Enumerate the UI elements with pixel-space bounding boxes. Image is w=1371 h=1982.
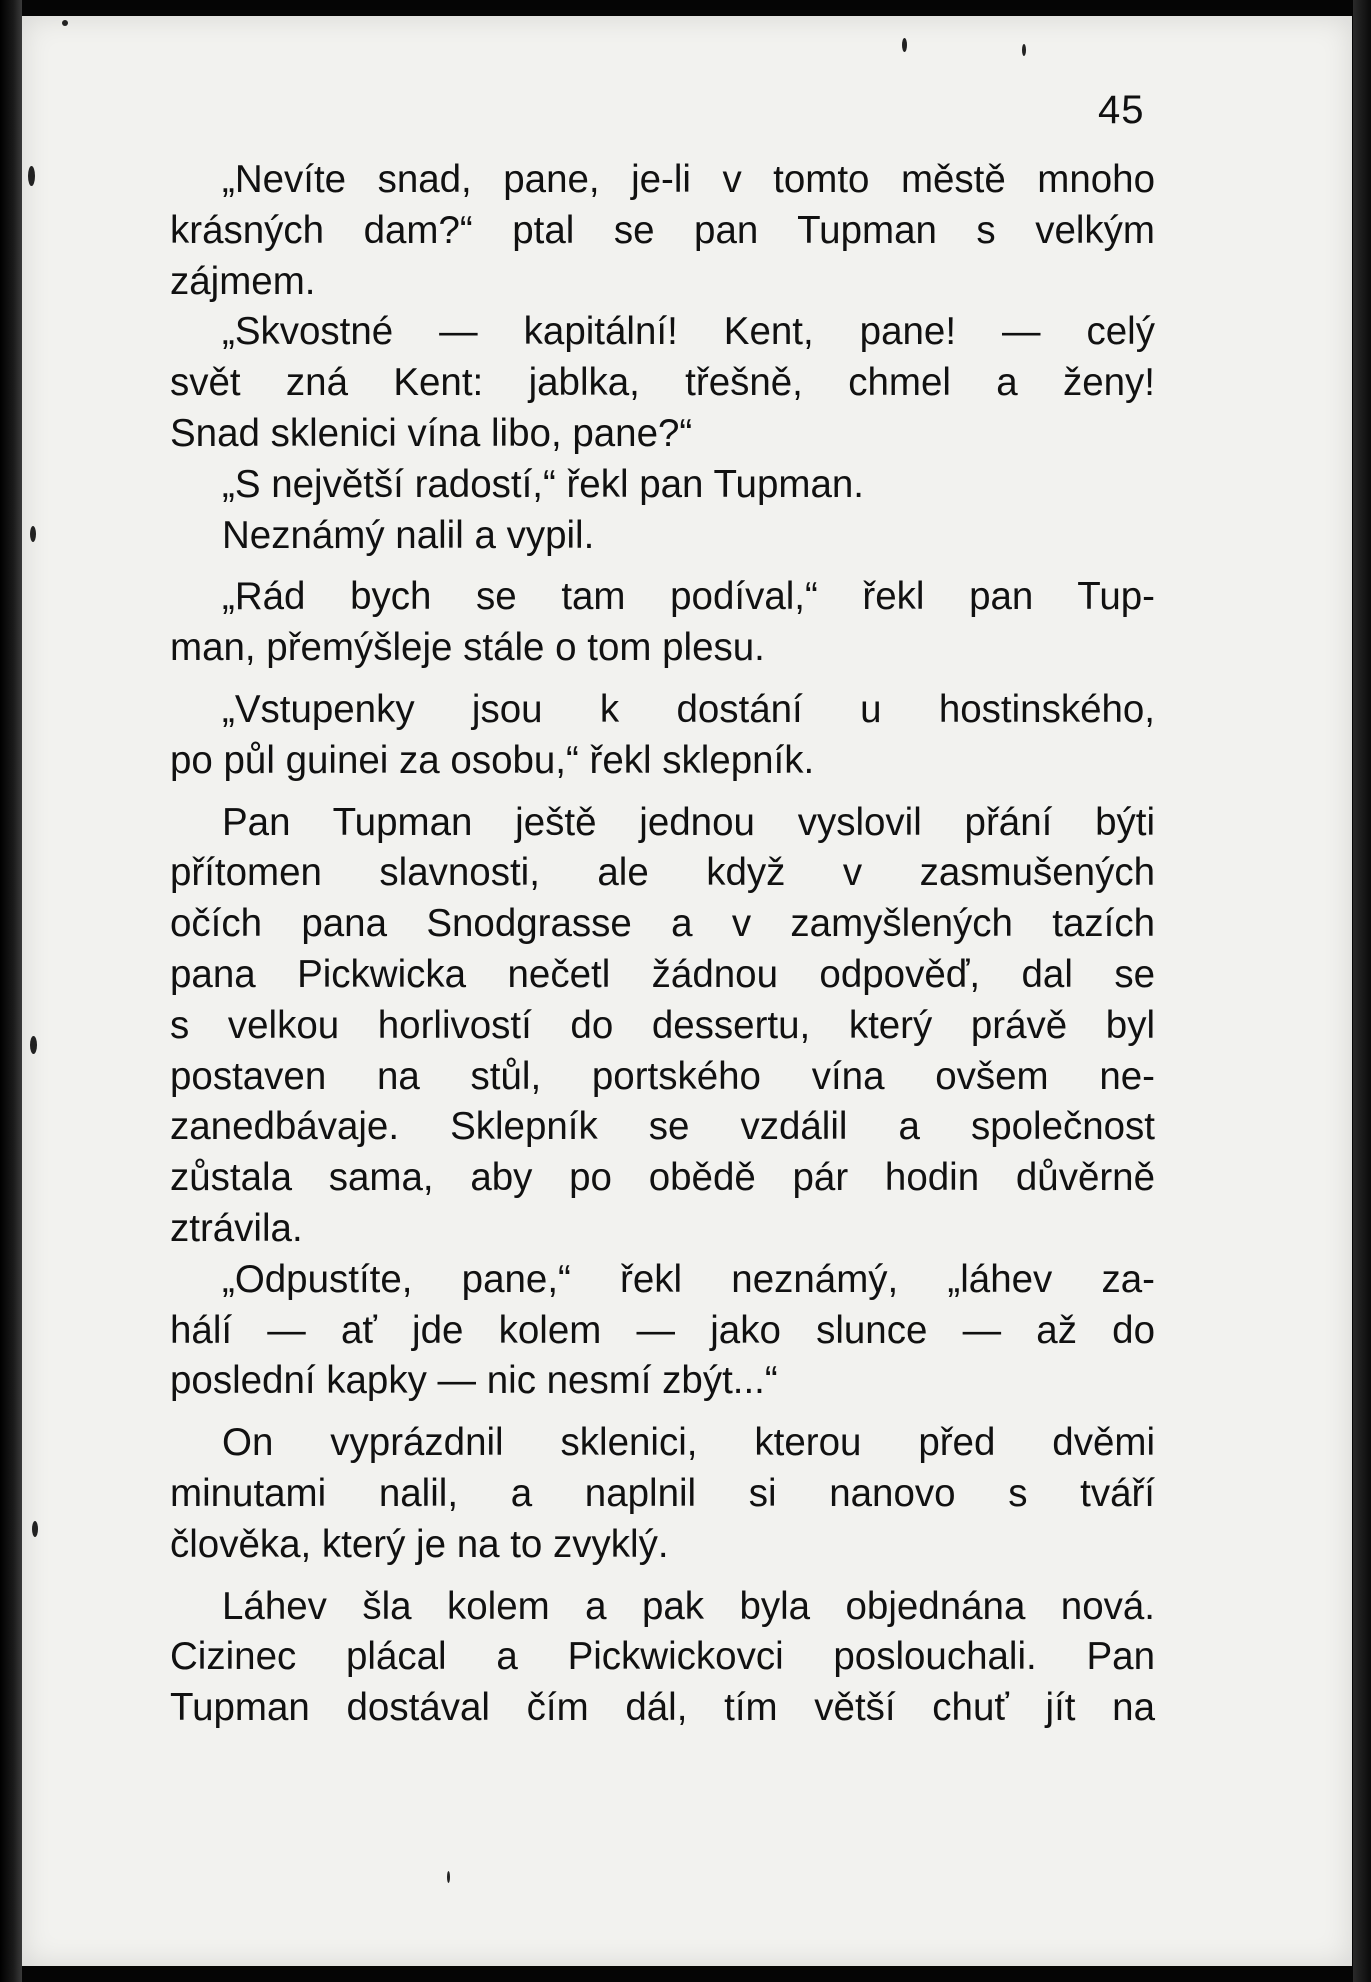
text-line: man, přemýšleje stále o tom plesu. <box>170 626 765 670</box>
text-line: přítomen slavnosti, ale když v zasmušených <box>170 851 1155 895</box>
text-line: očích pana Snodgrasse a v zamyšlených tazích <box>170 902 1155 946</box>
text-line: s velkou horlivostí do dessertu, který právě byl <box>170 1003 1155 1047</box>
text-line: zůstala sama, aby po obědě pár hodin důvěrně <box>170 1156 1155 1200</box>
text-line: svět zná Kent: jablka, třešně, chmel a ženy! <box>170 361 1155 405</box>
text-line: ztrávila. <box>170 1206 303 1250</box>
paragraph <box>170 1582 1155 1734</box>
paragraph <box>170 511 1155 562</box>
scan-speck <box>62 20 68 26</box>
text-line: „Skvostné — kapitální! Kent, pane! — celý <box>222 310 1155 354</box>
scan-speck <box>902 38 907 52</box>
page-number: 45 <box>1098 88 1145 132</box>
paragraph <box>170 572 1155 674</box>
text-line: krásných dam?“ ptal se pan Tupman s velkým <box>170 208 1155 252</box>
text-line: Neznámý nalil a vypil. <box>222 513 595 557</box>
text-line: Tupman dostával čím dál, tím větší chuť jít na <box>170 1686 1155 1730</box>
text-line: Cizinec plácal a Pickwickovci poslouchali. Pan <box>170 1635 1155 1679</box>
paragraph <box>170 307 1155 459</box>
text-line: zájmem. <box>170 259 316 303</box>
text-line: člověka, který je na to zvyklý. <box>170 1522 669 1566</box>
scan-left-edge <box>0 0 22 1982</box>
paragraph <box>170 460 1155 511</box>
text-line: hálí — ať jde kolem — jako slunce — až do <box>170 1308 1155 1352</box>
text-line: Láhev šla kolem a pak byla objednána nová. <box>222 1584 1155 1628</box>
text-line: „Nevíte snad, pane, je-li v tomto městě mnoho <box>222 158 1155 201</box>
scan-speck <box>447 1871 450 1883</box>
text-line: „S největší radostí,“ řekl pan Tupman. <box>222 462 864 506</box>
paragraph <box>170 798 1155 1255</box>
paragraph <box>170 155 1155 307</box>
text-line: poslední kapky — nic nesmí zbýt...“ <box>170 1359 778 1403</box>
scan-speck <box>1022 44 1026 56</box>
scan-speck <box>30 526 36 542</box>
text-line: po půl guinei za osobu,“ řekl sklepník. <box>170 738 815 782</box>
paragraph <box>170 685 1155 787</box>
text-line: Pan Tupman ještě jednou vyslovil přání býti <box>222 800 1155 844</box>
scan-speck <box>32 1521 38 1537</box>
body-text <box>170 155 1155 1734</box>
text-line: postaven na stůl, portského vína ovšem ne- <box>170 1054 1155 1098</box>
text-line: „Vstupenky jsou k dostání u hostinského, <box>222 687 1155 731</box>
text-line: „Rád bych se tam podíval,“ řekl pan Tup- <box>222 575 1155 619</box>
text-line: minutami nalil, a naplnil si nanovo s tváří <box>170 1471 1155 1515</box>
text-line: Snad sklenici vína libo, pane?“ <box>170 411 693 455</box>
scan-right-edge <box>1353 0 1371 1982</box>
paragraph <box>170 1418 1155 1570</box>
paragraph <box>170 1255 1155 1407</box>
text-line: „Odpustíte, pane,“ řekl neznámý, „láhev za- <box>222 1257 1155 1301</box>
text-line: On vyprázdnil sklenici, kterou před dvěmi <box>222 1421 1155 1465</box>
scan-speck <box>30 1036 37 1054</box>
scan-speck <box>28 166 35 186</box>
text-line: zanedbávaje. Sklepník se vzdálil a společnost <box>170 1105 1155 1149</box>
text-line: pana Pickwicka nečetl žádnou odpověď, dal se <box>170 952 1155 996</box>
